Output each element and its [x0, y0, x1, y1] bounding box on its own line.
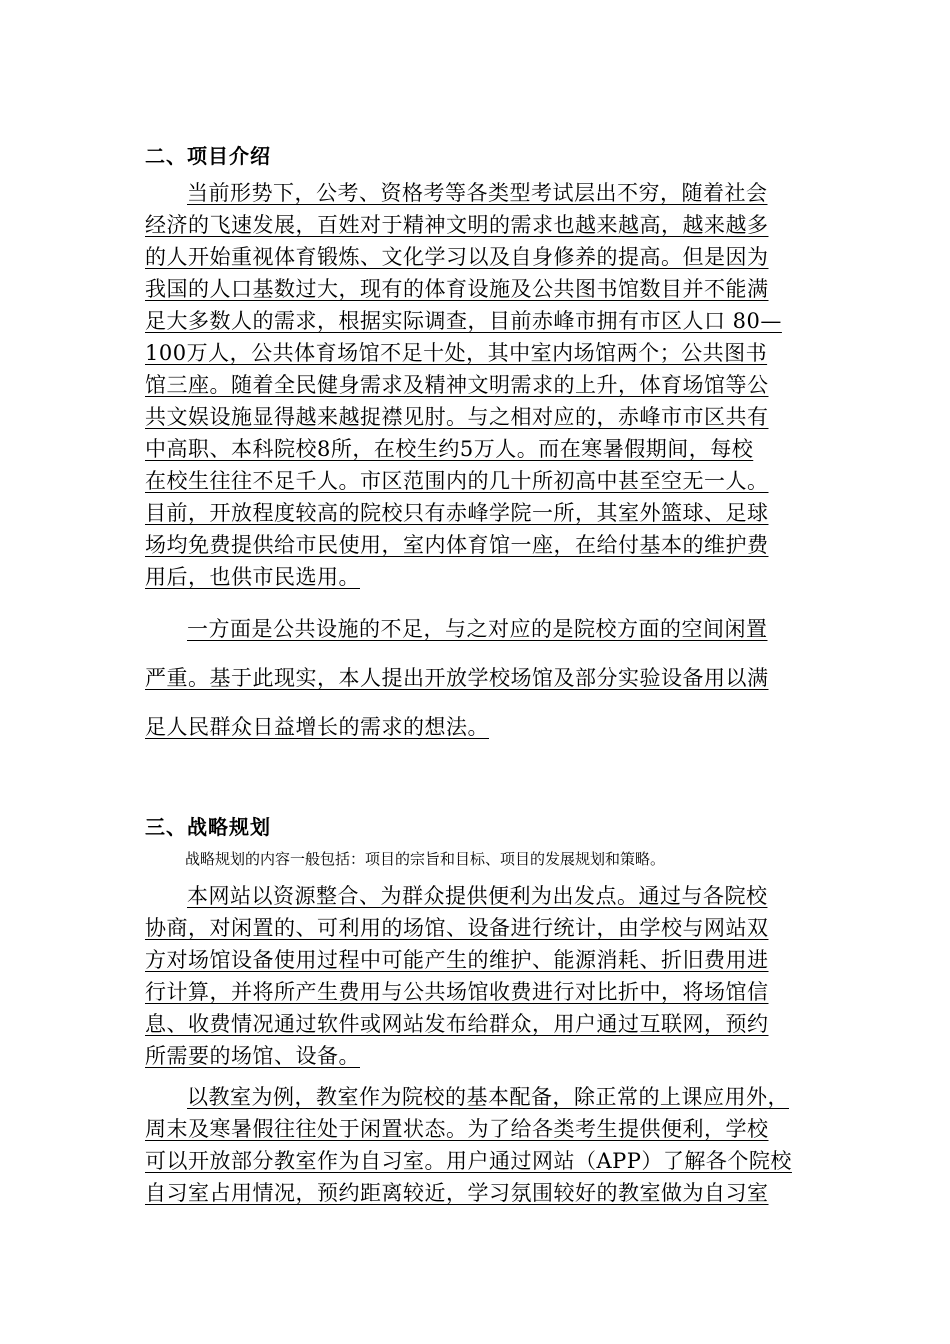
paragraph-line: 所需要的场馆、设备。	[145, 1044, 360, 1068]
paragraph-line: 息、收费情况通过软件或网站发布给群众，用户通过互联网，预约	[145, 1012, 769, 1036]
paragraph-line: 自习室占用情况，预约距离较近，学习氛围较好的教室做为自习室	[145, 1181, 769, 1205]
paragraph-line: 我国的人口基数过大，现有的体育设施及公共图书馆数目并不能满	[145, 277, 769, 301]
paragraph-line: 共文娱设施显得越来越捉襟见肘。与之相对应的，赤峰市市区共有	[145, 405, 769, 429]
paragraph-line: 用后，也供市民选用。	[145, 565, 360, 589]
paragraph-line: 足人民群众日益增长的需求的想法。	[145, 715, 489, 739]
paragraph-line: 场均免费提供给市民使用，室内体育馆一座，在给付基本的维护费	[145, 533, 769, 557]
paragraph-line: 中高职、本科院校8所，在校生约5万人。而在寒暑假期间，每校	[145, 437, 754, 461]
paragraph-line: 足大多数人的需求，根据实际调查，目前赤峰市拥有市区人口 80—	[145, 309, 782, 333]
paragraph-line: 方对场馆设备使用过程中可能产生的维护、能源消耗、折旧费用进	[145, 948, 769, 972]
paragraph-line: 馆三座。随着全民健身需求及精神文明需求的上升，体育场馆等公	[145, 373, 769, 397]
paragraph-line: 一方面是公共设施的不足，与之对应的是院校方面的空间闲置	[187, 617, 768, 641]
paragraph-line: 当前形势下，公考、资格考等各类型考试层出不穷，随着社会	[187, 181, 768, 205]
paragraph-line: 经济的飞速发展，百姓对于精神文明的需求也越来越高，越来越多	[145, 213, 769, 237]
section-note: 战略规划的内容一般包括：项目的宗旨和目标、项目的发展规划和策略。	[185, 850, 666, 868]
section-heading-strategy: 三、战略规划	[145, 815, 271, 839]
paragraph-line: 协商，对闲置的、可利用的场馆、设备进行统计，由学校与网站双	[145, 916, 769, 940]
paragraph-line: 目前，开放程度较高的院校只有赤峰学院一所，其室外篮球、足球	[145, 501, 769, 525]
paragraph-line: 的人开始重视体育锻炼、文化学习以及自身修养的提高。但是因为	[145, 245, 769, 269]
paragraph-line: 本网站以资源整合、为群众提供便利为出发点。通过与各院校	[187, 884, 768, 908]
paragraph-line: 在校生往往不足千人。市区范围内的几十所初高中甚至空无一人。	[145, 469, 769, 493]
paragraph-line: 周末及寒暑假往往处于闲置状态。为了给各类考生提供便利，学校	[145, 1117, 769, 1141]
paragraph-line: 100万人，公共体育场馆不足十处，其中室内场馆两个；公共图书	[145, 341, 768, 365]
paragraph-line: 严重。基于此现实，本人提出开放学校场馆及部分实验设备用以满	[145, 666, 769, 690]
paragraph-line: 以教室为例，教室作为院校的基本配备，除正常的上课应用外，	[187, 1085, 789, 1109]
section-heading-project-intro: 二、项目介绍	[145, 144, 271, 168]
paragraph-line: 行计算，并将所产生费用与公共场馆收费进行对比折中，将场馆信	[145, 980, 769, 1004]
paragraph-line: 可以开放部分教室作为自习室。用户通过网站（APP）了解各个院校	[145, 1149, 792, 1173]
